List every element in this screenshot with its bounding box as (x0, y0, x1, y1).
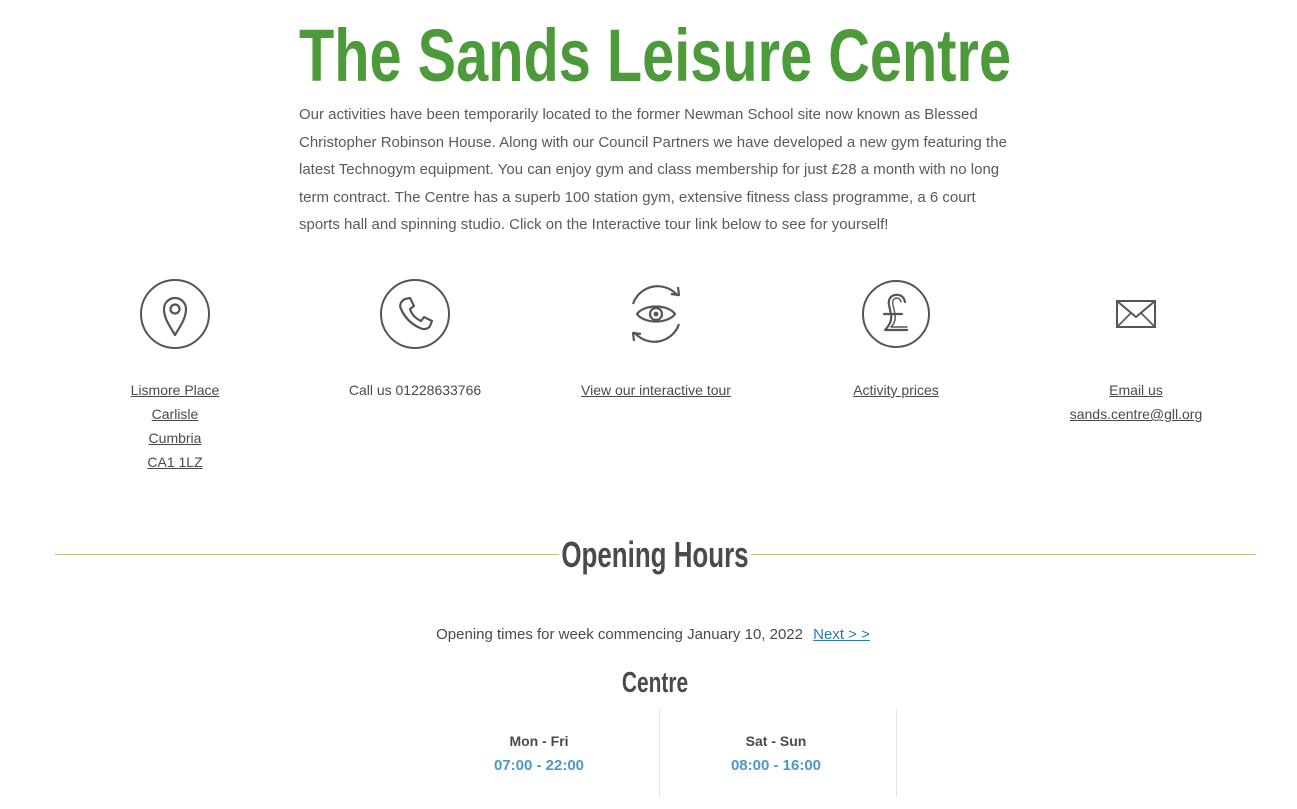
contact-tour (536, 278, 776, 402)
hours-weekend-time: 08:00 - 16:00 (730, 757, 822, 774)
hours-weekday-time: 07:00 - 22:00 (493, 757, 585, 774)
eye-rotate-icon (619, 277, 693, 351)
address-line-1[interactable]: Lismore Place (130, 382, 220, 398)
email-us-link[interactable]: Email us (1109, 382, 1163, 398)
address-line-2[interactable]: Carlisle (151, 406, 199, 422)
map-pin-icon (139, 278, 211, 350)
hours-divider-2 (896, 709, 897, 797)
hours-weekend (658, 709, 894, 797)
hours-weekday (421, 709, 657, 797)
hours-weekend-days: Sat - Sun (745, 733, 807, 749)
centre-title: Centre (621, 667, 689, 699)
page-title: The Sands Leisure Centre (298, 14, 1012, 97)
activity-prices-link[interactable]: Activity prices (853, 382, 939, 398)
week-commencing-text: Opening times for week commencing January 10, 2022 (436, 626, 803, 643)
phone-text[interactable]: Call us 01228633766 (348, 382, 482, 398)
opening-hours-title: Opening Hours (561, 534, 749, 575)
interactive-tour-link[interactable]: View our interactive tour (581, 382, 731, 398)
contact-prices (776, 278, 1016, 402)
next-week-link[interactable]: Next > > (813, 626, 870, 643)
contact-email (1016, 278, 1256, 426)
contact-phone (295, 278, 535, 402)
hours-weekday-days: Mon - Fri (509, 733, 569, 749)
envelope-icon (1115, 298, 1157, 330)
intro-paragraph: Our activities have been temporarily located to the former Newman School site now known as Blessed Christopher Robinson House. Along with our Council Partners we have developed a new gym featuring the latest Technogym equipment. You can enjoy gym and class membership for just £28 a month with no long term contract. The Centre has a superb 100 station gym, extensive fitness class programme, a 6 court sports hall and spinning studio. Click on the Interactive tour link below to see for yourself! (299, 106, 1007, 233)
email-address-link[interactable]: sands.centre@gll.org (1069, 406, 1203, 422)
phone-icon (379, 278, 451, 350)
address-line-4[interactable]: CA1 1LZ (147, 454, 203, 470)
contact-address (55, 278, 295, 474)
week-commencing-line (0, 624, 1297, 646)
pound-icon (860, 278, 932, 350)
address-line-3[interactable]: Cumbria (148, 430, 202, 446)
